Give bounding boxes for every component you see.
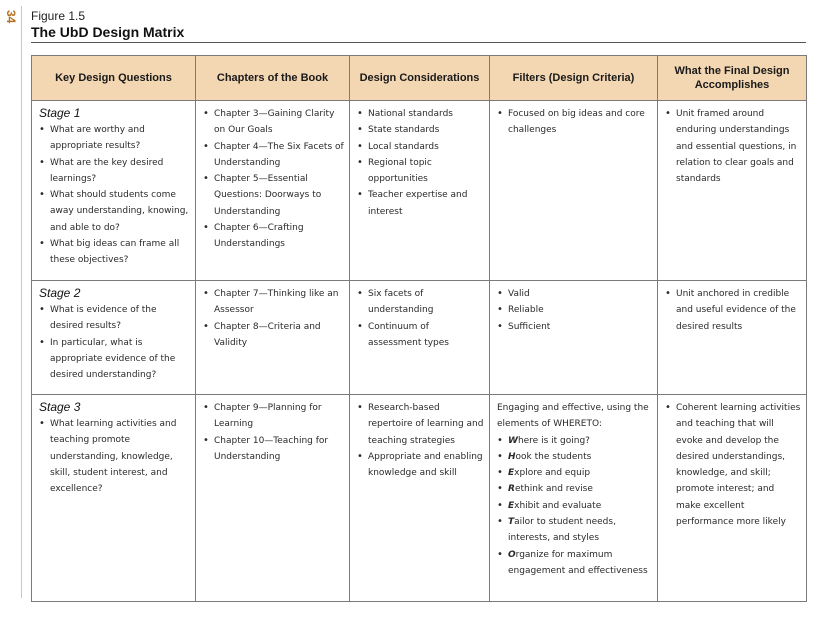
list-item: • National standards	[357, 106, 484, 122]
list-item	[497, 547, 652, 580]
question-list	[39, 302, 190, 383]
list-item: • Reliable	[497, 302, 652, 318]
whereto-letter: H	[508, 451, 516, 462]
whereto-text: xhibit and evaluate	[514, 500, 602, 511]
list-item	[497, 449, 652, 465]
list-item: • Focused on big ideas and core challenges	[497, 106, 652, 139]
cell-key-questions	[32, 101, 196, 281]
question-list	[39, 122, 190, 269]
cell-chapters	[196, 101, 350, 281]
margin-rule	[21, 6, 22, 598]
whereto-letter: E	[508, 468, 515, 479]
whereto-letter: W	[508, 435, 518, 446]
consideration-list	[357, 286, 484, 351]
whereto-list	[497, 433, 652, 580]
whereto-text: ailor to student needs, interests, and styles	[508, 517, 616, 544]
header-row	[32, 56, 807, 101]
header-key-design-questions: Key Design Questions	[32, 56, 196, 101]
chapter-list	[203, 286, 344, 351]
cell-chapters	[196, 281, 350, 395]
list-item: • What are the key desired learnings?	[39, 155, 190, 188]
accomplish-list	[665, 106, 801, 187]
cell-considerations	[350, 101, 490, 281]
list-item: • Valid	[497, 286, 652, 302]
list-item: • What should students come away understanding, knowing, and able to do?	[39, 187, 190, 236]
cell-accomplishes	[658, 395, 807, 602]
list-item: • Chapter 8—Criteria and Validity	[203, 319, 344, 352]
list-item: • Chapter 5—Essential Questions: Doorways to Understanding	[203, 171, 344, 220]
whereto-letter: R	[508, 484, 515, 495]
consideration-list	[357, 106, 484, 220]
header-final-design: What the Final Design Accomplishes	[658, 56, 807, 101]
list-item: • Chapter 6—Crafting Understandings	[203, 220, 344, 253]
figure-label: Figure 1.5	[31, 9, 86, 23]
filter-list	[497, 286, 652, 335]
cell-filters	[490, 101, 658, 281]
table-row-stage-1	[32, 101, 807, 281]
cell-considerations	[350, 281, 490, 395]
table-row-stage-2	[32, 281, 807, 395]
list-item	[497, 498, 652, 514]
cell-filters	[490, 281, 658, 395]
list-item: • What are worthy and appropriate results?	[39, 122, 190, 155]
whereto-letter: O	[508, 549, 516, 560]
list-item	[497, 481, 652, 497]
list-item: • State standards	[357, 122, 484, 138]
list-item: • In particular, what is appropriate evidence of the desired understanding?	[39, 335, 190, 384]
header-chapters: Chapters of the Book	[196, 56, 350, 101]
cell-filters	[490, 395, 658, 602]
list-item: • Chapter 3—Gaining Clarity on Our Goals	[203, 106, 344, 139]
list-item: • Unit framed around enduring understandings and essential questions, in relation to clear goals and standards	[665, 106, 801, 187]
cell-considerations	[350, 395, 490, 602]
whereto-intro: Engaging and effective, using the elements of WHERETO:	[497, 403, 649, 430]
whereto-text: ook the students	[515, 451, 592, 462]
header-design-considerations: Design Considerations	[350, 56, 490, 101]
list-item: • Six facets of understanding	[357, 286, 484, 319]
cell-accomplishes	[658, 281, 807, 395]
cell-key-questions	[32, 395, 196, 602]
whereto-text: xplore and equip	[514, 468, 591, 479]
stage-label: Stage 2	[39, 286, 81, 300]
list-item: • Chapter 4—The Six Facets of Understanding	[203, 139, 344, 172]
list-item: • Sufficient	[497, 319, 652, 335]
list-item	[497, 465, 652, 481]
whereto-text: here is it going?	[517, 435, 590, 446]
stage-label: Stage 1	[39, 106, 81, 120]
consideration-list	[357, 400, 484, 481]
list-item: • Coherent learning activities and teaching that will evoke and develop the desired understandings, knowledge, and skill; promote interest; and make excellent performance more likely	[665, 400, 801, 530]
list-item: • What big ideas can frame all these objectives?	[39, 236, 190, 269]
title-rule	[31, 42, 806, 43]
list-item: • Teacher expertise and interest	[357, 187, 484, 220]
stage-label: Stage 3	[39, 400, 81, 414]
list-item: • Regional topic opportunities	[357, 155, 484, 188]
list-item: • Appropriate and enabling knowledge and skill	[357, 449, 484, 482]
list-item: • Local standards	[357, 139, 484, 155]
filter-list	[497, 106, 652, 139]
whereto-text: rganize for maximum engagement and effectiveness	[508, 549, 648, 576]
cell-accomplishes	[658, 101, 807, 281]
table-row-stage-3	[32, 395, 807, 602]
list-item: • Continuum of assessment types	[357, 319, 484, 352]
list-item: • What learning activities and teaching promote understanding, knowledge, skill, student interest, and excellence?	[39, 416, 190, 497]
list-item: • Chapter 10—Teaching for Understanding	[203, 433, 344, 466]
chapter-list	[203, 400, 344, 465]
whereto-text: ethink and revise	[514, 484, 593, 495]
accomplish-list	[665, 400, 801, 530]
design-matrix-table	[31, 55, 807, 602]
list-item: • Research-based repertoire of learning and teaching strategies	[357, 400, 484, 449]
list-item: • Chapter 9—Planning for Learning	[203, 400, 344, 433]
cell-key-questions	[32, 281, 196, 395]
list-item: • Chapter 7—Thinking like an Assessor	[203, 286, 344, 319]
accomplish-list	[665, 286, 801, 335]
list-item: • Unit anchored in credible and useful evidence of the desired results	[665, 286, 801, 335]
header-filters: Filters (Design Criteria)	[490, 56, 658, 101]
chapter-list	[203, 106, 344, 253]
cell-chapters	[196, 395, 350, 602]
figure-title: The UbD Design Matrix	[31, 24, 185, 40]
page-number: 34	[4, 10, 18, 24]
whereto-letter: E	[508, 500, 515, 511]
question-list	[39, 416, 190, 497]
list-item	[497, 433, 652, 449]
list-item: • What is evidence of the desired results?	[39, 302, 190, 335]
whereto-letter: T	[508, 517, 515, 528]
list-item	[497, 514, 652, 547]
